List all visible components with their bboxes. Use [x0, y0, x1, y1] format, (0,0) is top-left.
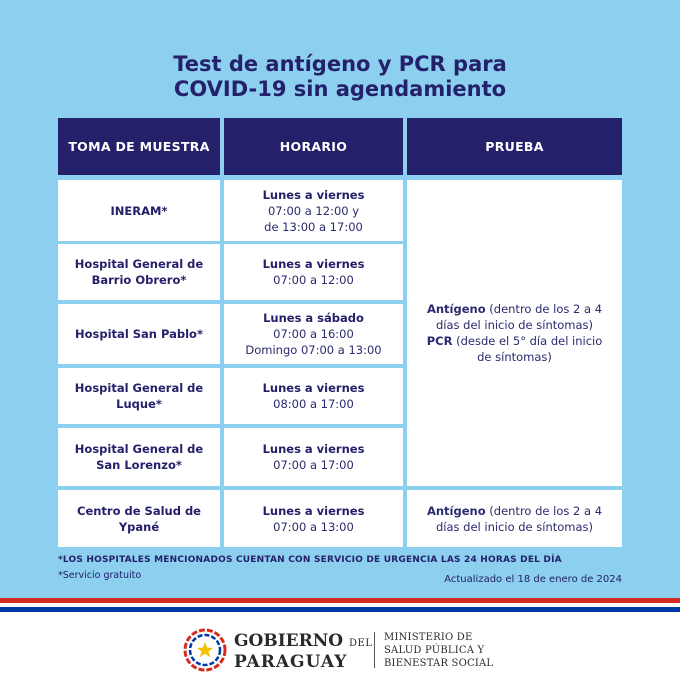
test-antigeno-description [417, 503, 612, 535]
table-row-place [58, 490, 220, 547]
ministry-line-3: BIENESTAR SOCIAL [384, 658, 494, 669]
title-line-2: COVID-19 sin agendamiento [173, 77, 507, 101]
table-row-schedule [224, 490, 403, 547]
paraguay-coat-of-arms-icon [183, 628, 227, 672]
footnote-hospitals: *LOS HOSPITALES MENCIONADOS CUENTAN CON SERVICIO DE URGENCIA LAS 24 HORAS DEL DÍA [58, 555, 562, 565]
footnote-free: *Servicio gratuito [58, 570, 142, 581]
place-name: Hospital General de San Lorenzo* [74, 442, 204, 472]
place-name: Hospital San Pablo* [75, 327, 203, 341]
table-row-schedule [224, 428, 403, 486]
test-text-pcr: (desde el 5° día del inicio de síntomas) [452, 334, 603, 364]
title-line-1: Test de antígeno y PCR para [173, 52, 507, 76]
ministry-line-2: SALUD PÚBLICA Y [384, 645, 485, 656]
place-name: INERAM* [110, 203, 168, 218]
test-antigeno-description [421, 301, 608, 333]
schedule-days: Lunes a sábado [263, 311, 364, 325]
schedule-hours: 08:00 a 17:00 [273, 397, 354, 411]
test-text-antigeno: (dentro de los 2 a 4 días del inicio de síntomas) [435, 302, 603, 332]
test-label-antigeno: Antígeno [426, 302, 486, 316]
place-name: Hospital General de Barrio Obrero* [74, 257, 204, 287]
ministry-logo [384, 631, 493, 670]
test-type-cell [407, 180, 622, 486]
schedule-hours: 07:00 a 13:00 [273, 519, 354, 534]
table-row-schedule [224, 244, 403, 300]
table-row-schedule [224, 180, 403, 241]
footer-divider [374, 632, 375, 668]
schedule-hours: 07:00 a 12:00 [273, 273, 354, 287]
paraguay-text: PARAGUAY [234, 652, 348, 672]
table-row-schedule [224, 304, 403, 364]
header-prueba: PRUEBA [407, 118, 622, 175]
schedule-days: Lunes a viernes [262, 257, 365, 271]
del-text: DEL [349, 638, 373, 649]
table-row-place [58, 304, 220, 364]
schedule-days: Lunes a viernes [262, 442, 365, 456]
gobierno-logo [234, 632, 372, 671]
schedule-hours: 07:00 a 16:00 [273, 327, 354, 341]
table-row-place [58, 180, 220, 241]
table-row-place [58, 244, 220, 300]
updated-date: Actualizado el 18 de enero de 2024 [444, 574, 622, 585]
schedule-days: Lunes a viernes [262, 381, 365, 395]
schedule-days: Lunes a viernes [262, 503, 365, 518]
test-type-cell [407, 490, 622, 547]
gobierno-text: GOBIERNO [234, 631, 344, 651]
header-toma-de-muestra: TOMA DE MUESTRA [58, 118, 220, 175]
table-row-schedule [224, 368, 403, 424]
place-name: Centro de Salud de Ypané [77, 503, 201, 534]
test-label-pcr: PCR [426, 334, 453, 348]
test-label-antigeno: Antígeno [426, 503, 486, 518]
header-horario: HORARIO [224, 118, 403, 175]
page-title [0, 52, 680, 102]
place-name: Hospital General de Luque* [74, 381, 204, 411]
ministry-line-1: MINISTERIO DE [384, 632, 473, 643]
schedule-hours: de 13:00 a 17:00 [264, 219, 363, 234]
flag-stripe-blue [0, 607, 680, 612]
test-pcr-description [421, 333, 608, 365]
schedule-hours: 07:00 a 17:00 [273, 458, 354, 472]
test-text-antigeno: (dentro de los 2 a 4 días del inicio de síntomas) [435, 503, 603, 534]
table-row-place [58, 368, 220, 424]
schedule-hours: 07:00 a 12:00 y [267, 203, 360, 218]
table-row-place [58, 428, 220, 486]
schedule-days: Lunes a viernes [262, 187, 365, 202]
schedule-hours: Domingo 07:00 a 13:00 [245, 343, 382, 357]
